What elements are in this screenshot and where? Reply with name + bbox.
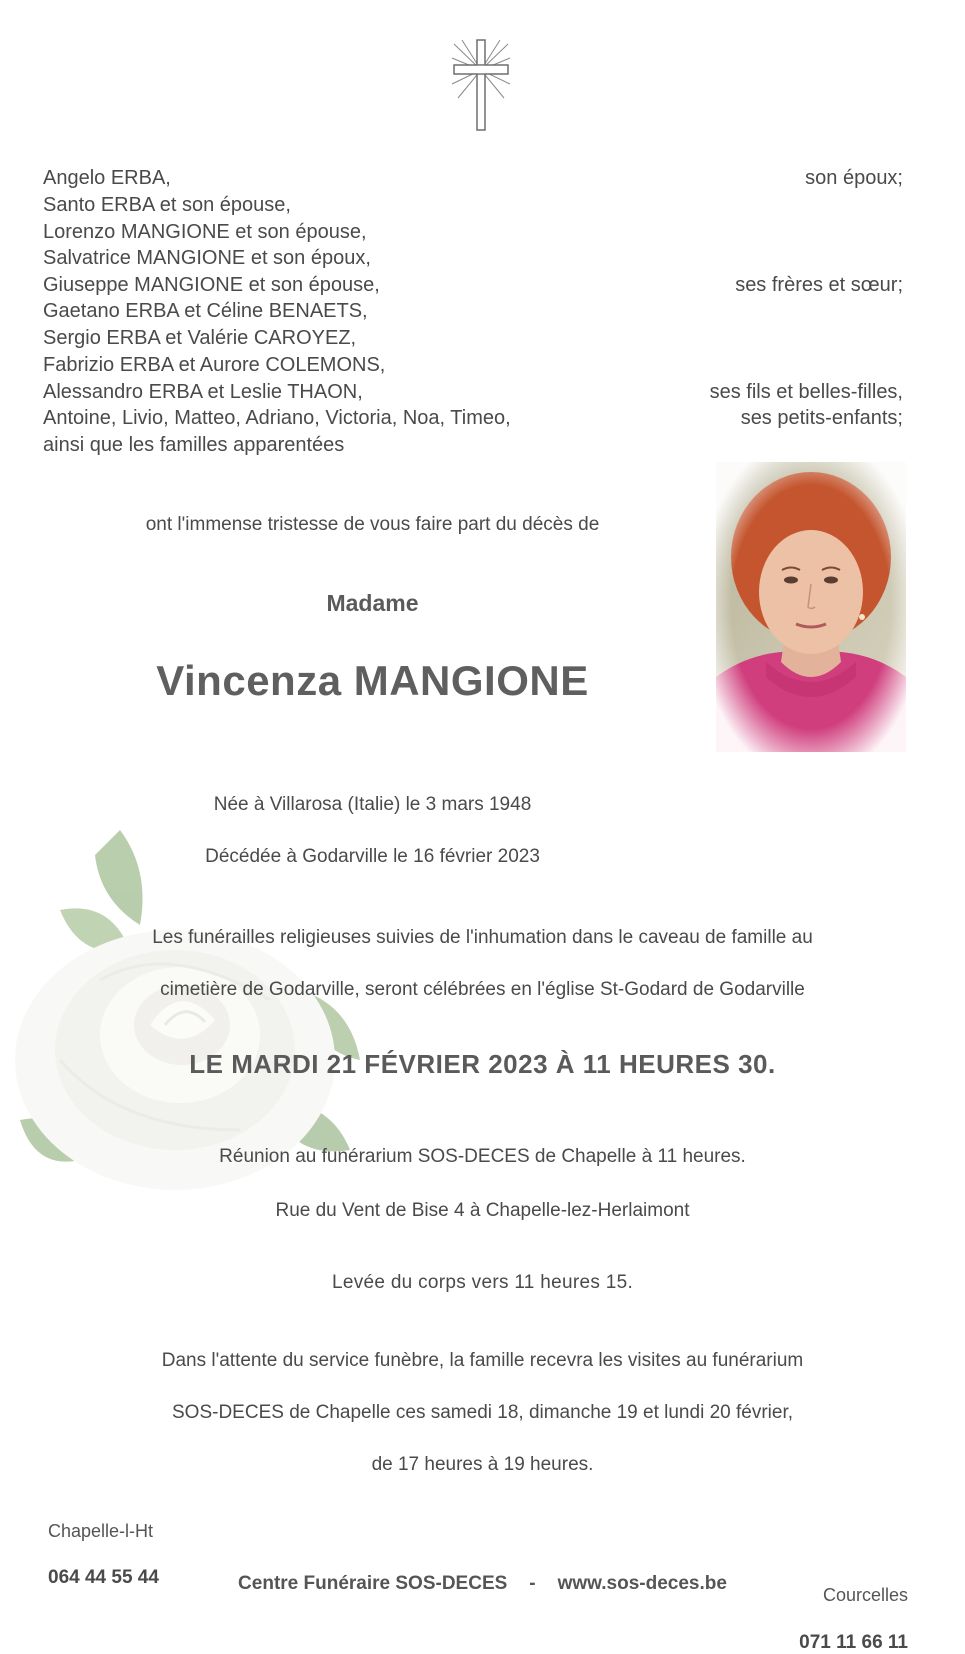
visits-text-line: SOS-DECES de Chapelle ces samedi 18, dimanche 19 et lundi 20 février, — [172, 1402, 793, 1423]
family-row: Santo ERBA et son épouse, — [43, 194, 291, 216]
footer-right-city: Courcelles — [822, 1585, 908, 1605]
family-row: Sergio ERBA et Valérie CAROYEZ, — [43, 327, 357, 349]
funeral-text-line: cimetière de Godarville, seront célébrées en l'église St-Godard de Godarville — [160, 979, 805, 1000]
funeral-date: LE MARDI 21 FÉVRIER 2023 À 11 HEURES 30. — [189, 1049, 776, 1079]
footer-right-phone: 071 11 66 11 — [799, 1632, 908, 1653]
family-row: Angelo ERBA, son époux; — [43, 167, 903, 189]
deceased-name: Vincenza MANGIONE — [156, 657, 589, 704]
portrait-photo — [716, 462, 906, 752]
family-row: Lorenzo MANGIONE et son épouse, — [43, 221, 367, 243]
funeral-text-line: Les funérailles religieuses suivies de l'inhumation dans le caveau de famille au — [152, 927, 813, 948]
family-row: ainsi que les familles apparentées — [43, 434, 345, 456]
birth-info: Née à Villarosa (Italie) le 3 mars 1948 — [213, 794, 532, 815]
family-row: Gaetano ERBA et Céline BENAETS, — [43, 300, 368, 322]
visits-text-line: Dans l'attente du service funèbre, la famille recevra les visites au funérarium — [161, 1350, 804, 1371]
footer-left-phone: 064 44 55 44 — [48, 1567, 159, 1588]
cross-icon — [450, 38, 512, 132]
family-row: Fabrizio ERBA et Aurore COLEMONS, — [43, 354, 386, 376]
footer-left-city: Chapelle-l-Ht — [48, 1521, 154, 1541]
family-row: Antoine, Livio, Matteo, Adriano, Victoria, Noa, Timeo, ses petits-enfants; — [43, 407, 903, 429]
meeting-text-line: Réunion au funérarium SOS-DECES de Chapelle à 11 heures. — [219, 1146, 746, 1167]
funeral-home-name: Centre Funéraire SOS-DECES — [238, 1573, 508, 1594]
death-info: Décédée à Godarville le 16 février 2023 — [205, 846, 540, 867]
levee-text: Levée du corps vers 11 heures 15. — [331, 1272, 634, 1293]
announcement-intro: ont l'immense tristesse de vous faire part du décès de — [145, 514, 600, 535]
family-row: Alessandro ERBA et Leslie THAON, ses fils et belles-filles, — [43, 381, 903, 403]
civility-title: Madame — [326, 590, 419, 616]
family-row: Giuseppe MANGIONE et son épouse, ses frères et sœur; — [43, 274, 903, 296]
visits-text-line: de 17 heures à 19 heures. — [371, 1454, 594, 1475]
footer-separator: - — [529, 1573, 536, 1594]
meeting-address: Rue du Vent de Bise 4 à Chapelle-lez-Herlaimont — [275, 1200, 690, 1221]
family-row: Salvatrice MANGIONE et son époux, — [43, 247, 371, 269]
website-link[interactable]: www.sos-deces.be — [557, 1573, 727, 1594]
